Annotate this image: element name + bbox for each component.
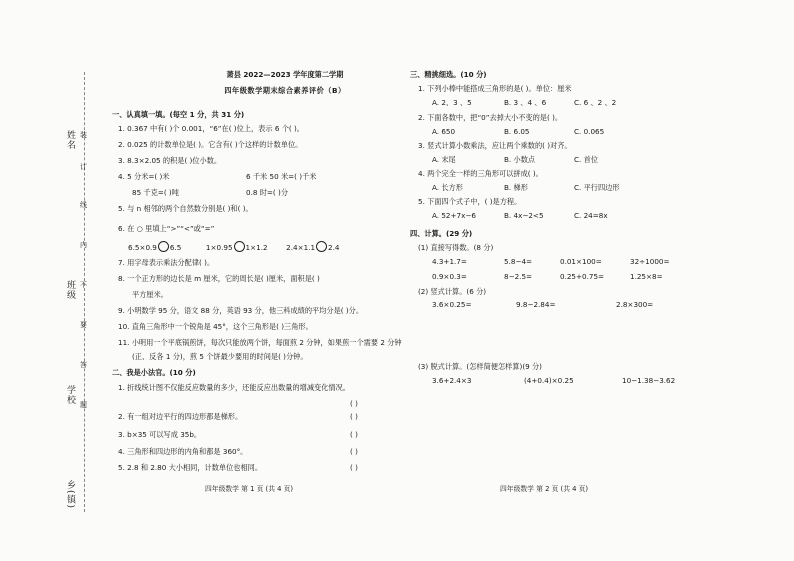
choice-5-a: A. 52+7x−6: [432, 211, 476, 220]
question-7: 7. 用字母表示乘法分配律( )。: [118, 258, 215, 267]
judge-4: 4. 三角形和四边形的内角和都是 360°。: [118, 447, 248, 456]
calc-direct-title: (1) 直接写得数。(8 分): [418, 243, 494, 252]
vertical-1: 3.6×0.25=: [432, 300, 472, 309]
question-4a: 4. 5 分米=( )米: [118, 172, 170, 181]
question-3: 3. 8.3×2.05 的积是( )位小数。: [118, 156, 222, 165]
choice-1-a: A. 2、3 、5: [432, 98, 472, 107]
question-4b: 6 千米 50 米=( )千米: [246, 172, 317, 181]
choice-4-c: C. 平行四边形: [574, 183, 620, 192]
section-choice: 三、精挑细选。(10 分): [410, 70, 487, 79]
choice-4: 4. 两个完全一样的三角形可以拼成( )。: [418, 169, 543, 178]
direct-8: 1.25×8=: [630, 272, 663, 281]
compare-b-right: 1×1.2: [245, 243, 268, 252]
cut-mark: 订: [80, 163, 87, 171]
direct-2: 5.8−4=: [504, 257, 533, 266]
compare-a-left: 6.5×0.9: [128, 243, 157, 252]
question-4d: 0.8 时=( )分: [246, 188, 289, 197]
question-10: 10. 直角三角形中一个锐角是 45°，这个三角形是( )三角形。: [118, 322, 313, 331]
judge-4-answer[interactable]: ( ): [350, 447, 358, 456]
vertical-2: 9.8−2.84=: [516, 300, 556, 309]
judge-1: 1. 折线统计图不仅能反应数量的多少，还能反应出数量的增减变化情况。: [118, 383, 350, 392]
section-judge: 二、我是小法官。(10 分): [112, 368, 196, 377]
question-5: 5. 与 n 相邻的两个自然数分别是( )和( )。: [118, 204, 253, 213]
town-label: 乡(镇): [65, 480, 75, 510]
cut-mark: 线: [80, 201, 87, 209]
cut-mark: 题: [80, 401, 87, 409]
choice-5-c: C. 24=8x: [574, 211, 608, 220]
judge-5-answer[interactable]: ( ): [350, 463, 358, 472]
cut-mark: 要: [80, 321, 87, 329]
choice-2-c: C. 0.065: [574, 127, 605, 136]
direct-3: 0.01×100=: [560, 257, 602, 266]
direct-1: 4.3+1.7=: [432, 257, 467, 266]
cut-mark: 答: [80, 361, 87, 369]
judge-3: 3. b×35 可以写成 35b。: [118, 430, 202, 439]
question-1: 1. 0.367 中有( )个 0.001，“6”在( )位上，表示 6 个( )。: [118, 124, 304, 133]
question-6: 6. 在 ○ 里填上“>”“<”或“=”: [118, 224, 215, 233]
class-label: 班级: [65, 280, 75, 300]
page-footer-2: 四年级数学 第 2 页 (共 4 页): [500, 485, 589, 493]
choice-1-b: B. 3 、4 、6: [504, 98, 547, 107]
section-fill-blank: 一、认真填一填。(每空 1 分，共 31 分): [112, 110, 245, 119]
judge-2-answer[interactable]: ( ): [350, 412, 358, 421]
exam-subtitle: 萧县 2022—2023 学年度第二学期: [226, 70, 344, 79]
choice-3: 3. 竖式计算小数乘法，应让两个乘数的( )对齐。: [418, 141, 572, 150]
cut-mark: 内: [80, 241, 87, 249]
choice-1: 1. 下列小棒中能搭成三角形的是( )。单位：厘米: [418, 84, 572, 93]
section-calc: 四、计算。(29 分): [410, 229, 473, 238]
exam-title: 四年级数学期末综合素养评价（B）: [224, 86, 346, 95]
choice-3-a: A. 末尾: [432, 155, 456, 164]
page-footer-1: 四年级数学 第 1 页 (共 4 页): [205, 485, 294, 493]
question-9: 9. 小明数学 95 分，语文 88 分，英语 93 分，他三科成绩的平均分是( )分。: [118, 306, 364, 315]
judge-2: 2. 有一组对边平行的四边形都是梯形。: [118, 412, 243, 421]
direct-5: 0.9×0.3=: [432, 272, 467, 281]
choice-2: 2. 下面各数中，把“0”去掉大小不变的是( )。: [418, 113, 563, 122]
compare-circle[interactable]: [316, 241, 327, 252]
choice-3-c: C. 首位: [574, 155, 598, 164]
choice-3-b: B. 小数点: [504, 155, 536, 164]
direct-6: 8−2.5=: [504, 272, 533, 281]
calc-step-title: (3) 脱式计算。(怎样简便怎样算)(9 分): [418, 362, 542, 371]
compare-c-right: 2.4: [328, 243, 340, 252]
step-1: 3.6+2.4×3: [432, 376, 472, 385]
question-8: 8. 一个正方形的边长是 m 厘米，它的周长是( )厘米，面积是( ): [118, 274, 320, 283]
judge-1-answer[interactable]: ( ): [350, 399, 358, 408]
choice-2-a: A. 650: [432, 127, 456, 136]
question-11-cont: (正、反各 1 分)，煎 5 个饼最少要用的时间是( )分钟。: [132, 352, 308, 361]
compare-b-left: 1×0.95: [205, 243, 233, 252]
binding-strip: [62, 60, 92, 530]
compare-circle[interactable]: [158, 241, 169, 252]
calc-vertical-title: (2) 竖式计算。(6 分): [418, 287, 487, 296]
choice-5: 5. 下面四个式子中，( )是方程。: [418, 197, 522, 206]
cut-mark: 不: [80, 281, 87, 289]
name-label: 姓名: [65, 130, 75, 150]
compare-circle[interactable]: [234, 241, 245, 252]
question-4c: 85 千克=( )吨: [132, 188, 179, 197]
question-11: 11. 小明用一个平底锅煎饼，每次只能放两个饼，每面煎 2 分钟，如果煎一个需要 2 分钟: [118, 338, 402, 347]
choice-5-b: B. 4x−2<5: [504, 211, 544, 220]
step-3: 10−1.38−3.62: [622, 376, 676, 385]
compare-row: [128, 241, 339, 252]
question-2: 2. 0.025 的计数单位是( )。它含有( )个这样的计数单位。: [118, 140, 303, 149]
compare-c-left: 2.4×1.1: [286, 243, 316, 252]
choice-4-a: A. 长方形: [432, 183, 463, 192]
step-2: (4+0.4)×0.25: [524, 376, 574, 385]
compare-a-right: 6.5: [169, 243, 182, 252]
direct-7: 0.25+0.75=: [560, 272, 605, 281]
vertical-3: 2.8×300=: [616, 300, 654, 309]
school-label: 学校: [65, 385, 75, 405]
judge-5: 5. 2.8 和 2.80 大小相同，计数单位也相同。: [118, 463, 263, 472]
choice-1-c: C. 6 、2 、2: [574, 98, 617, 107]
question-8-cont: 平方厘米。: [132, 290, 168, 299]
choice-2-b: B. 6.05: [504, 127, 530, 136]
judge-3-answer[interactable]: ( ): [350, 430, 358, 439]
direct-4: 32÷1000=: [630, 257, 670, 266]
cut-mark: 装: [80, 131, 87, 139]
choice-4-b: B. 梯形: [504, 183, 528, 192]
